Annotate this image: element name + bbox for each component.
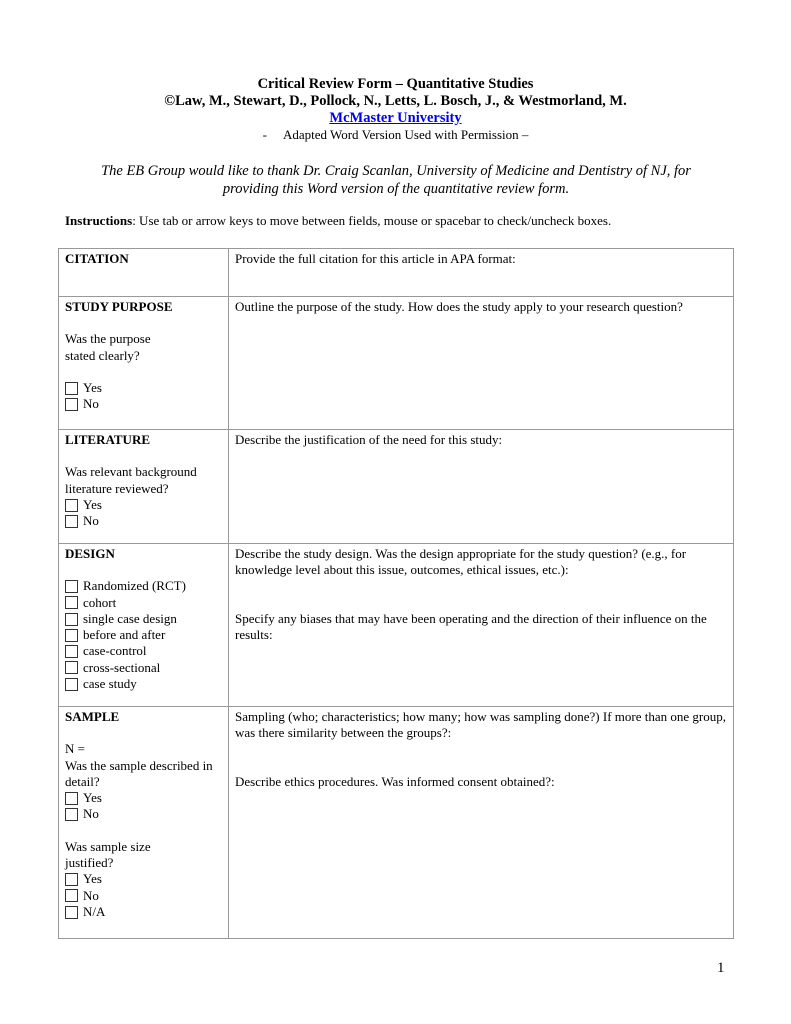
- sample-described-yes-option[interactable]: [65, 790, 222, 806]
- study-purpose-no-option[interactable]: [65, 396, 222, 412]
- study-purpose-prompt: Outline the purpose of the study. How does the study apply to your research question?: [235, 299, 683, 314]
- instructions-text: : Use tab or arrow keys to move between fields, mouse or spacebar to check/uncheck boxes.: [132, 213, 612, 228]
- review-form-table: [58, 248, 734, 939]
- design-prompt-2: Specify any biases that may have been operating and the direction of their influence on the results:: [235, 610, 707, 642]
- study-purpose-question: Was the purpose stated clearly?: [65, 331, 151, 363]
- mcmaster-university-link[interactable]: McMaster University: [329, 110, 462, 126]
- literature-title: LITERATURE: [65, 432, 151, 447]
- sample-input-cell[interactable]: [229, 707, 734, 939]
- design-title: DESIGN: [65, 546, 115, 561]
- checkbox-icon[interactable]: [65, 792, 78, 805]
- sample-size-na-option[interactable]: [65, 904, 222, 920]
- design-option-rct[interactable]: [65, 578, 222, 594]
- option-label: case study: [83, 676, 137, 692]
- literature-question: Was relevant background literature reviewed?: [65, 464, 197, 496]
- study-purpose-title: STUDY PURPOSE: [65, 299, 173, 314]
- sample-label-cell: [59, 707, 229, 939]
- design-option-cross-sectional[interactable]: [65, 660, 222, 676]
- checkbox-icon[interactable]: [65, 580, 78, 593]
- adapted-line: [0, 127, 791, 143]
- spacer: [235, 595, 727, 611]
- design-label-cell: [59, 544, 229, 707]
- checkbox-icon[interactable]: [65, 613, 78, 626]
- option-label: Yes: [83, 871, 102, 887]
- sample-title: SAMPLE: [65, 709, 120, 724]
- checkbox-icon[interactable]: [65, 889, 78, 902]
- checkbox-icon[interactable]: [65, 596, 78, 609]
- spacer: [65, 315, 222, 331]
- checkbox-icon[interactable]: [65, 661, 78, 674]
- option-label: No: [83, 887, 99, 903]
- spacer: [235, 579, 727, 595]
- table-row-design: [59, 544, 734, 707]
- table-row-citation: [59, 249, 734, 297]
- citation-input-cell[interactable]: [229, 249, 734, 297]
- sample-prompt-1: Sampling (who; characteristics; how many; how was sampling done?) If more than one group, was there similarity between the groups?:: [235, 709, 726, 741]
- option-label: No: [83, 806, 99, 822]
- option-label: before and after: [83, 627, 166, 643]
- sample-size-yes-option[interactable]: [65, 871, 222, 887]
- table-row-study-purpose: [59, 297, 734, 430]
- acknowledgement-line-2: providing this Word version of the quantitative review form.: [222, 181, 570, 197]
- spacer: [235, 742, 727, 758]
- option-label: cohort: [83, 594, 117, 610]
- spacer: [65, 364, 222, 380]
- option-label: case-control: [83, 643, 147, 659]
- acknowledgement: [60, 162, 732, 198]
- checkbox-icon[interactable]: [65, 515, 78, 528]
- table-row-sample: [59, 707, 734, 939]
- checkbox-icon[interactable]: [65, 629, 78, 642]
- option-label: cross-sectional: [83, 659, 161, 675]
- spacer: [65, 823, 222, 839]
- spacer: [65, 725, 222, 741]
- table-row-literature: [59, 430, 734, 544]
- design-option-case-control[interactable]: [65, 643, 222, 659]
- checkbox-icon[interactable]: [65, 382, 78, 395]
- citation-label-cell: [59, 249, 229, 297]
- checkbox-icon[interactable]: [65, 398, 78, 411]
- form-title: Critical Review Form – Quantitative Studies: [257, 76, 534, 92]
- option-label: N/A: [83, 903, 106, 919]
- citation-title: CITATION: [65, 251, 129, 266]
- design-option-before-after[interactable]: [65, 627, 222, 643]
- design-option-single-case[interactable]: [65, 611, 222, 627]
- spacer: [65, 562, 222, 578]
- checkbox-icon[interactable]: [65, 678, 78, 691]
- page-number: 1: [717, 960, 725, 976]
- spacer: [235, 758, 727, 774]
- citation-prompt: Provide the full citation for this article in APA format:: [235, 251, 516, 266]
- checkbox-icon[interactable]: [65, 873, 78, 886]
- option-label: Randomized (RCT): [83, 578, 186, 594]
- study-purpose-yes-option[interactable]: [65, 380, 222, 396]
- checkbox-icon[interactable]: [65, 499, 78, 512]
- design-prompt-1: Describe the study design. Was the design appropriate for the study question? (e.g., for knowledge level about this issue, outcomes, ethical issues, etc.):: [235, 546, 687, 578]
- study-purpose-label-cell: [59, 297, 229, 430]
- option-label: single case design: [83, 610, 177, 626]
- design-option-cohort[interactable]: [65, 595, 222, 611]
- design-input-cell[interactable]: [229, 544, 734, 707]
- option-label: No: [83, 513, 99, 529]
- option-label: Yes: [83, 379, 102, 395]
- sample-prompt-2: Describe ethics procedures. Was informed consent obtained?:: [235, 773, 555, 789]
- acknowledgement-line-1: The EB Group would like to thank Dr. Craig Scanlan, University of Medicine and Dentistry of NJ, for: [101, 163, 691, 179]
- university-line: [0, 110, 791, 127]
- instructions-label: Instructions: [65, 213, 133, 228]
- literature-label-cell: [59, 430, 229, 544]
- design-option-case-study[interactable]: [65, 676, 222, 692]
- option-label: Yes: [83, 790, 102, 806]
- checkbox-icon[interactable]: [65, 808, 78, 821]
- spacer: [65, 448, 222, 464]
- checkbox-icon[interactable]: [65, 645, 78, 658]
- adapted-text: Adapted Word Version Used with Permission –: [282, 127, 529, 142]
- document-header: [0, 76, 791, 143]
- sample-described-no-option[interactable]: [65, 806, 222, 822]
- sample-n-label: N =: [65, 741, 85, 757]
- literature-input-cell[interactable]: [229, 430, 734, 544]
- option-label: No: [83, 396, 99, 412]
- instructions: [65, 213, 611, 229]
- study-purpose-input-cell[interactable]: [229, 297, 734, 430]
- sample-question-2: Was sample size justified?: [65, 838, 151, 871]
- checkbox-icon[interactable]: [65, 906, 78, 919]
- sample-size-no-option[interactable]: [65, 888, 222, 904]
- option-label: Yes: [83, 496, 102, 512]
- literature-yes-option[interactable]: [65, 497, 222, 513]
- adapted-dash: -: [262, 127, 267, 142]
- sample-question-1: Was the sample described in detail?: [65, 757, 213, 789]
- authors-line: ©Law, M., Stewart, D., Pollock, N., Letts, L. Bosch, J., & Westmorland, M.: [164, 93, 627, 109]
- literature-no-option[interactable]: [65, 513, 222, 529]
- literature-prompt: Describe the justification of the need for this study:: [235, 432, 503, 447]
